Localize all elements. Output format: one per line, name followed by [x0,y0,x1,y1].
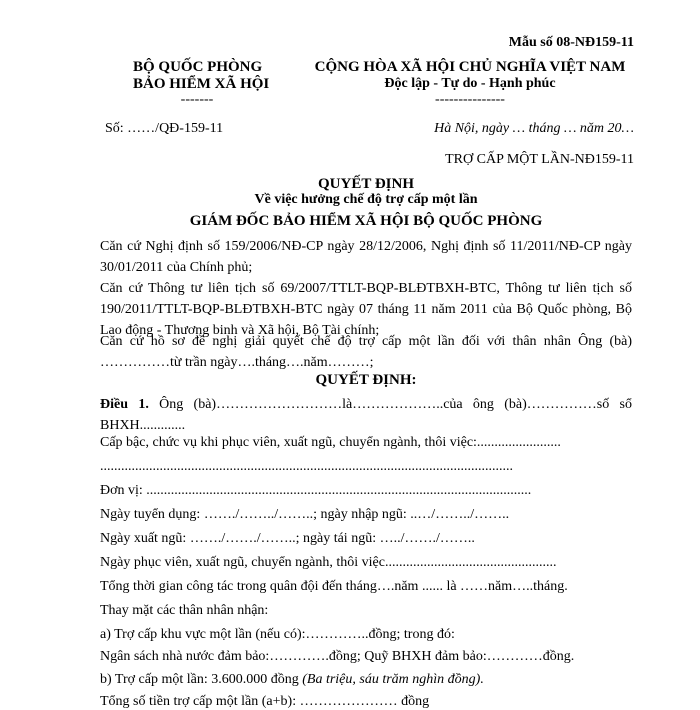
legal-basis-2: Căn cứ Thông tư liên tịch số 69/2007/TTLT-BQP-BLĐTBXH-BTC, Thông tư liên tịch số 190/2011/TTLT-BQP-BLĐTBXH-BTC ngày 07 tháng 11 năm 2011 của Bộ Quốc phòng, Bộ Lao động - Thương binh và Xã hội, Bộ Tài chính; [100,281,632,338]
rank-field: Cấp bậc, chức vụ khi phục viên, xuất ngũ, chuyển ngành, thôi việc:........................ [100,435,561,450]
agency-name: BẢO HIỂM XÃ HỘI [133,76,270,92]
place-date: Hà Nội, ngày … tháng … năm 20… [434,121,634,136]
lump-sum-in-words: (Ba triệu, sáu trăm nghìn đồng). [302,672,484,687]
on-behalf-line: Thay mặt các thân nhân nhận: [100,603,269,618]
decision-number: Số: ……/QĐ-159-11 [105,121,224,136]
area-allowance-field: a) Trợ cấp khu vực một lần (nếu có):…………..đồng; trong đó: [100,627,455,642]
recruitment-date-field: Ngày tuyển dụng: ……./……../……..; ngày nhập ngũ: ..…/……../…….. [100,507,510,522]
demobilization-field: Ngày phục viên, xuất ngũ, chuyển ngành, thôi việc................................................. [100,555,557,570]
benefit-code: TRỢ CẤP MỘT LẦN-NĐ159-11 [445,152,634,167]
rank-field-continued: ...................................................................................................................... [100,459,513,474]
right-header-rule: --------------- [435,92,505,107]
total-amount-field: Tổng số tiền trợ cấp một lần (a+b): ………………… đồng [100,694,430,709]
article-1-text: Ông (bà)………………………là………………..của ông (bà)……………số sổ BHXH............. [100,397,632,433]
document-subtitle: Về việc hưởng chế độ trợ cấp một lần [254,192,478,207]
unit-field: Đơn vị: .............................................................................................................. [100,483,532,498]
ministry-name: BỘ QUỐC PHÒNG [133,59,263,75]
legal-basis-3: Căn cứ hồ sơ đề nghị giải quyết chế độ trợ cấp một lần đối với thân nhân Ông (bà) ……………từ trần ngày….tháng….năm………; [100,334,632,370]
lump-sum-amount: b) Trợ cấp một lần: 3.600.000 đồng [100,672,303,687]
article-1 [100,394,632,436]
funding-source-field: Ngân sách nhà nước đảm bảo:………….đồng; Quỹ BHXH đảm bảo:…………đồng. [100,649,575,664]
discharge-date-field: Ngày xuất ngũ: ……./……./……..; ngày tái ngũ: …../……./…….. [100,531,475,546]
country-name: CỘNG HÒA XÃ HỘI CHỦ NGHĨA VIỆT NAM [314,59,626,75]
total-service-time-field: Tổng thời gian công tác trong quân đội đến tháng….năm ...... là ……năm…..tháng. [100,579,568,594]
legal-basis-1: Căn cứ Nghị định số 159/2006/NĐ-CP ngày 28/12/2006, Nghị định số 11/2011/NĐ-CP ngày 30/01/2011 của Chính phủ; [100,239,632,275]
article-1-label: Điều 1. [100,397,149,412]
document-title: QUYẾT ĐỊNH [318,176,414,192]
left-header-rule: ------- [180,92,214,107]
form-code: Mẫu số 08-NĐ159-11 [508,35,634,50]
lump-sum-allowance [100,672,484,688]
national-motto: Độc lập - Tự do - Hạnh phúc [384,76,556,91]
decision-heading: QUYẾT ĐỊNH: [315,372,417,388]
issuing-authority: GIÁM ĐỐC BẢO HIỂM XÃ HỘI BỘ QUỐC PHÒNG [189,213,543,229]
